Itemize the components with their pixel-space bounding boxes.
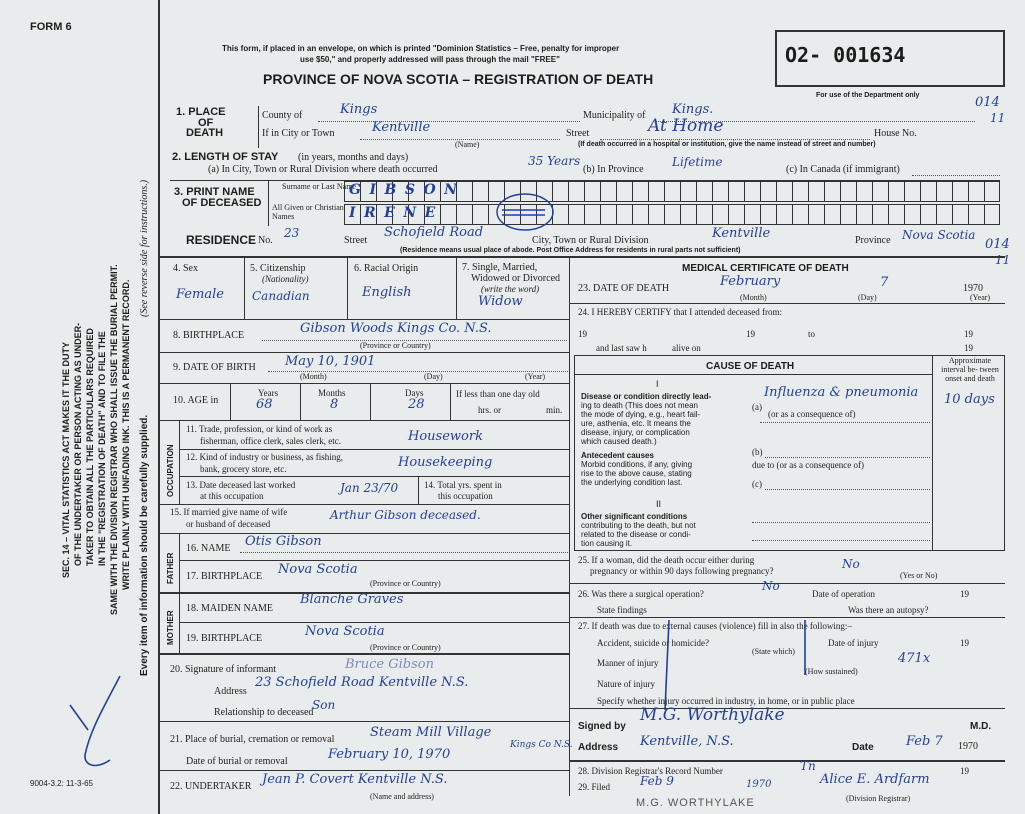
given-label: All Given or Christian Names [272, 203, 344, 221]
violence-strike-mark [655, 615, 835, 715]
s14-l1: 14. Total yrs. spent in [424, 480, 502, 490]
margin-sec-14: SEC. 14 – VITAL STATISTICS ACT MAKES IT THE DUTY [61, 341, 71, 578]
s28-value: Tn [800, 759, 816, 773]
county-value: Kings [340, 102, 378, 117]
printed-physician-name: M.G. WORTHYLAKE [636, 797, 755, 809]
s29-year: 1970 [746, 779, 772, 790]
maiden-value: Blanche Graves [300, 592, 404, 607]
cause-header: CAUSE OF DEATH [706, 361, 795, 372]
death-day: 7 [880, 275, 889, 290]
s11-l1: 11. Trade, profession, or kind of work as [186, 424, 333, 434]
s2-label: 2. LENGTH OF STAY [172, 151, 279, 163]
s15-l2: or husband of deceased [186, 519, 271, 529]
s26-label: 26. Was there a surgical operation? [578, 589, 704, 599]
s2-c-line [912, 175, 1000, 176]
cause-b-label: (b) [752, 447, 763, 457]
page-title: PROVINCE OF NOVA SCOTIA – REGISTRATION OF DEATH [263, 71, 654, 87]
municipality-label: Municipality of [583, 110, 646, 121]
age-d1 [300, 384, 301, 420]
s3-label-a: 3. PRINT NAME [174, 186, 255, 198]
disease-l3: the mode of dying, e.g., heart fail- [581, 410, 701, 419]
county-label: County of [262, 110, 303, 121]
cause-a-due: (or as a consequence of) [768, 409, 856, 419]
county-line [318, 121, 580, 122]
cause-b-due: due to (or as a consequence of) [752, 460, 864, 470]
r10-top [160, 383, 569, 384]
relationship-label: Relationship to deceased [214, 707, 314, 718]
s24-label: 24. I HEREBY CERTIFY that I attended deceased from: [578, 307, 782, 317]
left-margin-rule [158, 0, 160, 814]
envelope-note-1: This form, if placed in an envelope, on which is printed "Dominion Statistics – Free, penalty for improper [222, 44, 620, 53]
father-bp-sub: (Province or Country) [370, 579, 441, 588]
age-years: 68 [256, 397, 273, 412]
r28-top [569, 760, 1005, 762]
injury-19: 19 [960, 638, 969, 648]
other-l1: contributing to the death, but not [581, 521, 696, 530]
residence-note: (Residence means usual place of abode. Post Office Address for residents in rural parts not sufficient) [400, 247, 741, 254]
s1-bracket [258, 106, 259, 148]
d2 [347, 257, 348, 319]
relationship-value: Son [312, 698, 336, 712]
signed-value: M.G. Worthylake [640, 705, 785, 725]
code-1: 014 [975, 95, 1000, 110]
margin-line-4: IN THE "REGISTRATION OF DEATH" AND TO FILE THE [97, 331, 107, 566]
given-value: IRENE [349, 205, 444, 221]
age-months-label: Months [318, 388, 346, 398]
father-label: FATHER [166, 552, 175, 584]
residence-street-label: Street [344, 235, 368, 246]
disease-l2: ing to death (This does not mean [581, 401, 698, 410]
form-code: 9004-3.2: 11-3-65 [30, 779, 94, 788]
father-bp-label: 17. BIRTHPLACE [186, 571, 263, 582]
margin-line-3: TAKER TO OBTAIN ALL THE PARTICULARS REQUIRED [85, 328, 95, 566]
cause-hdr-line [574, 374, 932, 375]
dob-label: 9. DATE OF BIRTH [173, 362, 256, 373]
occ-div [179, 420, 180, 504]
sex-value: Female [176, 287, 224, 302]
ante-l3: the underlying condition last. [581, 478, 683, 487]
death-year: 1970 [963, 283, 983, 294]
city-value: Kentville [372, 120, 431, 135]
margin-line-2: OF THE UNDERTAKER OR PERSON ACTING AS UNDER- [73, 322, 83, 566]
med-date-label: Date [852, 742, 874, 753]
s12-value: Housekeeping [398, 455, 493, 470]
signed-top [569, 708, 1005, 709]
father-bp: Nova Scotia [278, 562, 358, 577]
antecedent-header: Antecedent causes [581, 451, 654, 460]
s28-19: 19 [960, 766, 969, 776]
envelope-note-2: use $50," and properly addressed will pass through the mail "FREE" [300, 55, 560, 64]
med-date: Feb 7 [906, 734, 943, 749]
informant-addr: 23 Schofield Road Kentville N.S. [255, 675, 469, 690]
mother-bp-sub: (Province or Country) [370, 643, 441, 652]
r17-top [179, 560, 569, 561]
fn-line [240, 552, 568, 553]
r22-top [160, 770, 569, 771]
d3 [456, 257, 457, 319]
marital-l2: Widowed or Divorced [471, 273, 561, 284]
code-2: 11 [990, 111, 1006, 125]
specify-label: Specify whether injury occurred in industry, in home, or in public place [597, 696, 855, 706]
cause-a-line [760, 422, 930, 423]
s25-l1: 25. If a woman, did the death occur either during [578, 555, 755, 565]
hrs-label: hrs. or [478, 405, 501, 415]
disease-l1: Disease or condition directly lead- [581, 392, 712, 401]
s2-sub: (in years, months and days) [298, 152, 409, 163]
residence-no-label: No. [258, 235, 273, 246]
residence-no: 23 [284, 226, 300, 240]
date-injury-label: Date of injury [828, 638, 879, 648]
r19-top [179, 622, 569, 623]
s14-div [418, 476, 419, 504]
less-day-label: If less than one day old [456, 389, 540, 399]
margin-line-6: WRITE PLAINLY WITH UNFADING INK. THIS IS A PERMANENT RECORD. [121, 279, 131, 590]
margin-line-8: Every item of information should be carefully supplied. [139, 414, 150, 676]
r9-top [160, 352, 569, 353]
interval-header: Approximate interval be- tween onset and death [941, 356, 999, 383]
division-registrar-label: (Division Registrar) [846, 794, 911, 803]
racial-origin-value: English [362, 285, 412, 300]
reg-number-box [775, 30, 1005, 87]
city-label: If in City or Town [262, 128, 335, 139]
s2-a-value: 35 Years [528, 154, 581, 168]
min-label: min. [546, 405, 563, 415]
age-days-label: Days [405, 388, 424, 398]
age-days: 28 [408, 397, 425, 412]
form-id: FORM 6 [30, 21, 72, 33]
burial-place: Steam Mill Village [370, 725, 492, 740]
s3-div [268, 180, 269, 226]
date-op-label: Date of operation [812, 589, 875, 599]
dob-month: (Month) [300, 372, 327, 381]
autopsy-label: Was there an autopsy? [848, 605, 929, 615]
marital-l3: (write the word) [481, 284, 540, 294]
cause-c-line [765, 489, 930, 490]
other-header: Other significant conditions [581, 512, 688, 521]
disease-l5: disease, injury, or complication [581, 428, 690, 437]
birthplace-sub: (Province or Country) [360, 341, 431, 350]
given-scribble-mark [490, 190, 560, 235]
undertaker-sub: (Name and address) [370, 792, 434, 801]
informant-label: 20. Signature of informant [170, 664, 277, 675]
burial-label: 21. Place of burial, cremation or removal [170, 734, 335, 745]
city-name-label: (Name) [455, 140, 480, 149]
residence-street: Schofield Road [384, 225, 484, 240]
mother-bp-label: 19. BIRTHPLACE [186, 633, 263, 644]
s29-label: 29. Filed [578, 782, 611, 792]
mother-label: MOTHER [166, 610, 175, 645]
age-d3 [450, 384, 451, 420]
med-address-label: Address [578, 742, 619, 753]
marital-l1: 7. Single, Married, [462, 262, 538, 273]
r13-top [179, 476, 569, 477]
dob-year: (Year) [525, 372, 546, 381]
s1-label-c: DEATH [186, 127, 224, 139]
r11-top [160, 420, 569, 421]
manner-label: Manner of injury [597, 658, 659, 668]
burial-date: February 10, 1970 [328, 747, 451, 762]
r15-top [160, 504, 569, 505]
s12-l1: 12. Kind of industry or business, as fishing, [186, 452, 343, 462]
main-top-rule [160, 256, 1005, 258]
s15-l1: 15. If married give name of wife [170, 507, 288, 517]
s27-label: 27. If death was due to external causes (violence) fill in also the following:– [578, 621, 852, 631]
s28-label: 28. Division Registrar's Record Number [578, 766, 723, 776]
residence-label: RESIDENCE [186, 233, 257, 247]
sex-label: 4. Sex [173, 263, 198, 274]
s13-l2: at this occupation [200, 491, 264, 501]
father-name-label: 16. NAME [186, 543, 231, 554]
surname-value: GIBSON [349, 182, 466, 198]
death-day-label: (Day) [858, 293, 877, 302]
age-months: 8 [330, 397, 339, 412]
age-d2 [370, 384, 371, 420]
s2-c-label: (c) In Canada (if immigrant) [786, 164, 900, 175]
r26-top [569, 583, 1005, 584]
birthplace-value: Gibson Woods Kings Co. N.S. [300, 321, 492, 336]
how-sustained: (How sustained) [805, 667, 858, 676]
birthplace-label: 8. BIRTHPLACE [173, 330, 245, 341]
s29-date: Feb 9 [640, 774, 674, 788]
s24-19a: 19 [578, 329, 587, 339]
residence-city-label: City, Town or Rural Division [532, 235, 649, 246]
last-saw-label: and last saw h [596, 343, 647, 353]
occupation-label: OCCUPATION [166, 444, 175, 497]
citizenship-label: 5. Citizenship [250, 263, 306, 274]
alive-label: alive on [672, 343, 701, 353]
street-value: At Home [648, 116, 724, 136]
margin-line-5: SAME WITH THE DIVISION REGISTRAR WHO SHALL ISSUE THE BURIAL PERMIT. [109, 264, 119, 615]
residence-province-label: Province [855, 235, 891, 246]
registrar-signature: Alice E. Ardfarm [820, 772, 930, 787]
s2-b-value: Lifetime [672, 155, 723, 169]
dob-day: (Day) [424, 372, 443, 381]
surname-label: Surname or Last Name [282, 182, 356, 191]
s25-value: No [842, 557, 860, 571]
s2-b-label: (b) In Province [583, 164, 644, 175]
dept-use-note: For use of the Department only [816, 92, 920, 99]
cause-a-label: (a) [752, 402, 762, 412]
other-l2: related to the disease or condi- [581, 530, 691, 539]
roman-2: II [656, 499, 662, 509]
undertaker-value: Jean P. Covert Kentville N.S. [262, 772, 448, 787]
street-label: Street [566, 128, 590, 139]
maiden-label: 18. MAIDEN NAME [186, 603, 273, 614]
burial-date-label: Date of burial or removal [186, 756, 288, 767]
s24-19a-b: 19 [746, 329, 755, 339]
ante-l2: rise to the above cause, stating [581, 469, 692, 478]
citizenship-sub: (Nationality) [262, 274, 309, 284]
state-findings-label: State findings [597, 605, 647, 615]
disease-l4: ure, asthenia, etc. It means the [581, 419, 691, 428]
ante-l1: Morbid conditions, if any, giving [581, 460, 693, 469]
citizenship-value: Canadian [252, 289, 310, 303]
cause-a-value: Influenza & pneumonia [764, 385, 919, 400]
op-19: 19 [960, 589, 969, 599]
s25-l2: pregnancy or within 90 days following pregnancy? [590, 566, 774, 576]
mother-bp: Nova Scotia [305, 624, 385, 639]
other-line1 [752, 522, 930, 523]
municipality-value: Kings. [672, 102, 714, 117]
s13-l1: 13. Date deceased last worked [186, 480, 296, 490]
r24-top [569, 303, 1005, 304]
state-which: (State which) [752, 647, 795, 656]
cause-c-label: (c) [752, 479, 762, 489]
residence-province: Nova Scotia [902, 228, 976, 242]
s13-value: Jan 23/70 [340, 481, 399, 495]
marital-value: Widow [478, 294, 523, 309]
accident-label: Accident, suicide or homicide? [597, 638, 709, 648]
margin-line-7: (See reverse side for instructions.) [139, 179, 150, 317]
residence-city: Kentville [712, 226, 771, 241]
r20-top [160, 653, 569, 655]
house-label: House No. [874, 128, 917, 139]
informant-addr-label: Address [214, 686, 247, 697]
s26-value: No [762, 579, 780, 593]
signed-label: Signed by [578, 721, 626, 732]
cause-b-line [765, 457, 930, 458]
s12-l2: bank, grocery store, etc. [200, 464, 287, 474]
med-year: 1970 [958, 741, 978, 752]
s1-label-b: OF [198, 117, 214, 129]
s1-label-a: 1. PLACE [176, 106, 226, 118]
other-line2 [752, 540, 930, 541]
s24-19b: 19 [964, 329, 973, 339]
yes-no-label: (Yes or No) [900, 571, 938, 580]
informant-signature: Bruce Gibson [345, 657, 434, 672]
disease-l6: which caused death.) [581, 437, 657, 446]
age-label: 10. AGE in [173, 395, 219, 406]
code-4: 11 [995, 253, 1011, 267]
center-divider [569, 256, 570, 796]
s15-value: Arthur Gibson deceased. [330, 508, 481, 522]
undertaker-label: 22. UNDERTAKER [170, 781, 252, 792]
age-years-label: Years [258, 388, 279, 398]
s24-19c: 19 [964, 343, 973, 353]
death-month: February [720, 274, 781, 289]
other-l3: tion causing it. [581, 539, 633, 548]
r21-top [160, 721, 569, 722]
margin-signature-mark [50, 670, 140, 780]
md-label: M.D. [970, 721, 992, 732]
d1 [244, 257, 245, 319]
med-address: Kentville, N.S. [640, 734, 734, 749]
burial-place-2: Kings Co N.S. [510, 740, 573, 750]
hospital-note: (If death occurred in a hospital or institution, give the name instead of street and number) [578, 141, 876, 148]
medical-header: MEDICAL CERTIFICATE OF DEATH [682, 263, 849, 274]
interval-div [932, 355, 933, 551]
code-3: 014 [985, 237, 1010, 252]
age-d0 [230, 384, 231, 420]
r12-top [179, 449, 569, 450]
roman-1: I [656, 379, 659, 389]
nature-label: Nature of injury [597, 679, 655, 689]
dob-value: May 10, 1901 [285, 354, 376, 369]
racial-origin-label: 6. Racial Origin [354, 263, 419, 274]
s24-to: to [808, 329, 816, 339]
s3-label-b: OF DECEASED [182, 197, 262, 209]
s14-l2: this occupation [438, 491, 493, 501]
father-name: Otis Gibson [245, 534, 322, 549]
date-of-death-label: 23. DATE OF DEATH [578, 283, 670, 294]
r8-top [160, 319, 569, 320]
s11-value: Housework [408, 429, 483, 444]
code-471x: 471x [898, 651, 931, 666]
interval-a: 10 days [944, 392, 995, 407]
street-line [600, 139, 870, 140]
s11-l2: fisherman, office clerk, sales clerk, etc. [200, 436, 342, 446]
s2-a-label: (a) In City, Town or Rural Division where death occurred [208, 164, 438, 175]
reg-number: O2- 001634 [785, 43, 906, 67]
r16-top [160, 533, 569, 534]
death-month-label: (Month) [740, 293, 767, 302]
death-year-label: (Year) [970, 293, 991, 302]
